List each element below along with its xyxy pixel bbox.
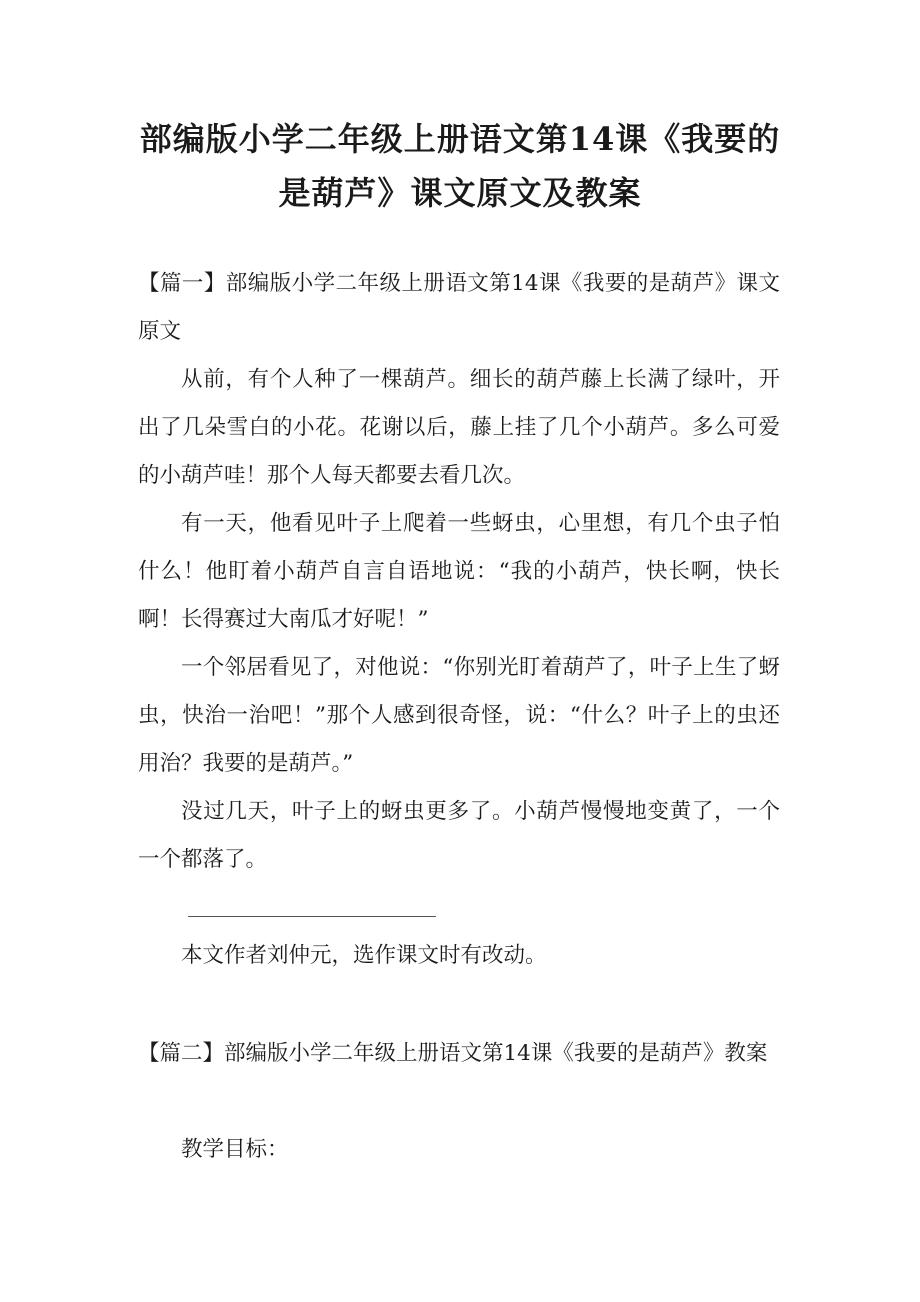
- paragraph-4: 没过几天，叶子上的蚜虫更多了。小葫芦慢慢地变黄了，一个一个都落了。: [138, 799, 780, 872]
- footnote-divider: [188, 916, 436, 917]
- document-title: 部编版小学二年级上册语文第14课《我要的是葫芦》课文原文及教案: [139, 120, 781, 212]
- paragraph-2: 有一天，他看见叶子上爬着一些蚜虫，心里想，有几个虫子怕什么！他盯着小葫芦自言自语地说：“我的小葫芦，快长啊，快长啊！长得赛过大南瓜才好呢！”: [138, 511, 780, 632]
- paragraph-1: 从前，有个人种了一棵葫芦。细长的葫芦藤上长满了绿叶，开出了几朵雪白的小花。花谢以后，藤上挂了几个小葫芦。多么可爱的小葫芦哇！那个人每天都要去看几次。: [138, 367, 780, 488]
- section2-subheading: 教学目标：: [181, 1137, 289, 1162]
- author-note: 本文作者刘仲元，选作课文时有改动。: [181, 943, 547, 968]
- section1-heading: 【篇一】部编版小学二年级上册语文第14课《我要的是葫芦》课文原文: [138, 271, 780, 344]
- paragraph-3: 一个邻居看见了，对他说：“你别光盯着葫芦了，叶子上生了蚜虫，快治一治吧！”那个人感到很奇怪，说：“什么？叶子上的虫还用治？我要的是葫芦。”: [138, 655, 780, 776]
- section2-heading: 【篇二】部编版小学二年级上册语文第14课《我要的是葫芦》教案: [138, 1041, 768, 1066]
